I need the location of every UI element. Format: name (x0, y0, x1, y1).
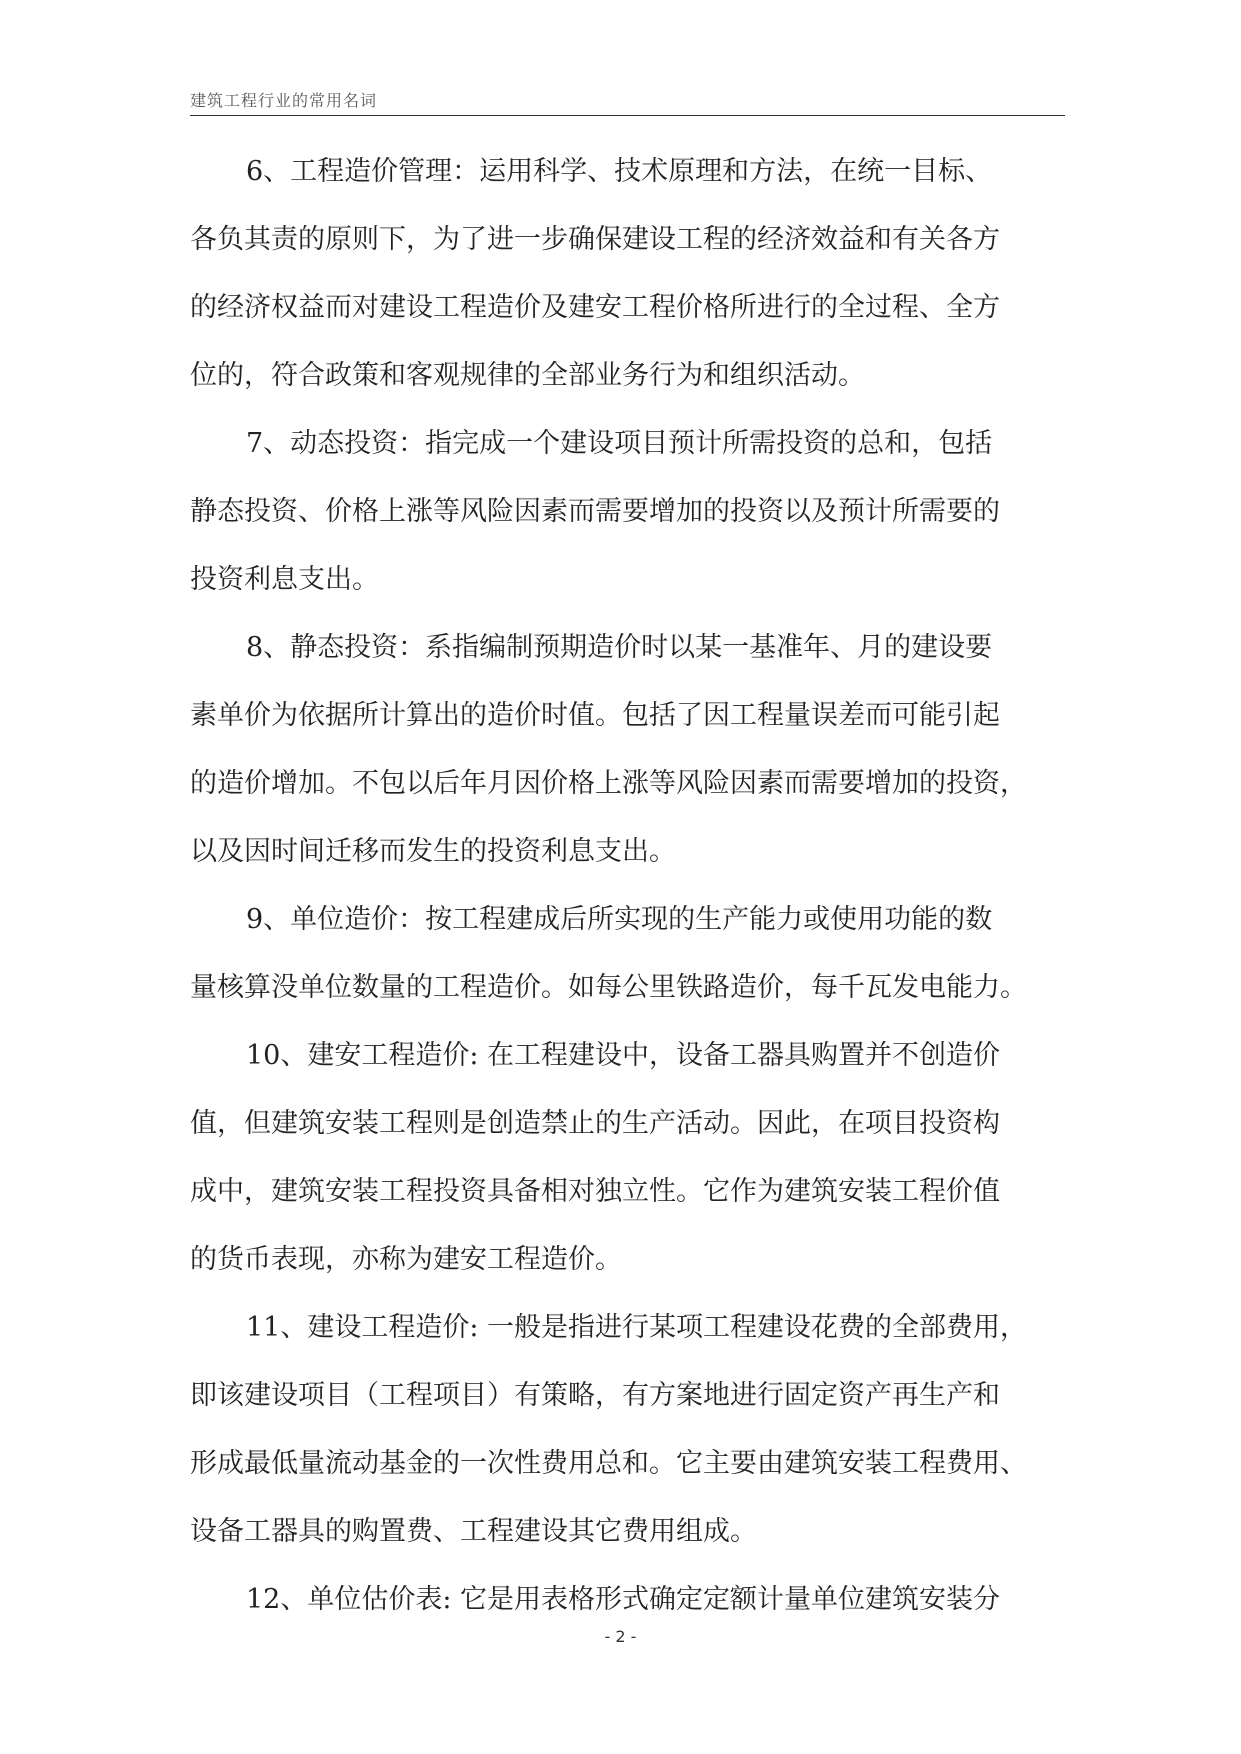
text-line: 投资利息支出。 (190, 564, 379, 595)
paragraph-11-line-1 (190, 1310, 1062, 1378)
paragraph-7-line-2 (190, 494, 1062, 562)
paragraph-8-line-2 (190, 698, 1062, 766)
text-line: 即该建设项目（工程项目）有策略，有方案地进行固定资产再生产和 (190, 1380, 1000, 1411)
paragraph-8-line-4 (190, 834, 1062, 902)
paragraph-6-line-4 (190, 358, 1062, 426)
text-line: 7、动态投资：指完成一个建设项目预计所需投资的总和，包括 (246, 428, 993, 459)
text-line: 10、建安工程造价: 在工程建设中，设备工器具购置并不创造价 (246, 1040, 1001, 1071)
text-line: 12、单位估价表: 它是用表格形式确定定额计量单位建筑安装分 (246, 1584, 1001, 1615)
paragraph-6-line-1 (190, 154, 1062, 222)
text-line: 以及因时间迁移而发生的投资利息支出。 (190, 836, 676, 867)
document-body (190, 154, 1062, 1650)
paragraph-9-line-2 (190, 970, 1062, 1038)
text-line: 形成最低量流动基金的一次性费用总和。它主要由建筑安装工程费用、 (190, 1448, 1027, 1479)
paragraph-9-line-1 (190, 902, 1062, 970)
text-line: 各负其责的原则下，为了进一步确保建设工程的经济效益和有关各方 (190, 224, 1000, 255)
text-line: 11、建设工程造价: 一般是指进行某项工程建设花费的全部费用， (246, 1312, 1028, 1343)
text-line: 设备工器具的购置费、工程建设其它费用组成。 (190, 1516, 757, 1547)
text-line: 9、单位造价：按工程建成后所实现的生产能力或使用功能的数 (246, 904, 993, 935)
header-title: 建筑工程行业的常用名词 (190, 91, 378, 110)
paragraph-7-line-3 (190, 562, 1062, 630)
paragraph-8-line-3 (190, 766, 1062, 834)
text-line: 成中，建筑安装工程投资具备相对独立性。它作为建筑安装工程价值 (190, 1176, 1000, 1207)
page-number: - 2 - (604, 1627, 637, 1646)
paragraph-11-line-3 (190, 1446, 1062, 1514)
paragraph-10-line-3 (190, 1174, 1062, 1242)
text-line: 的造价增加。不包以后年月因价格上涨等风险因素而需要增加的投资， (190, 768, 1027, 799)
text-line: 6、工程造价管理：运用科学、技术原理和方法，在统一目标、 (246, 156, 993, 187)
text-line: 静态投资、价格上涨等风险因素而需要增加的投资以及预计所需要的 (190, 496, 1000, 527)
paragraph-11-line-2 (190, 1378, 1062, 1446)
text-line: 位的，符合政策和客观规律的全部业务行为和组织活动。 (190, 360, 865, 391)
text-line: 的货币表现，亦称为建安工程造价。 (190, 1244, 622, 1275)
paragraph-6-line-3 (190, 290, 1062, 358)
paragraph-10-line-4 (190, 1242, 1062, 1310)
text-line: 素单价为依据所计算出的造价时值。包括了因工程量误差而可能引起 (190, 700, 1000, 731)
page-header (190, 85, 1065, 116)
paragraph-8-line-1 (190, 630, 1062, 698)
text-line: 的经济权益而对建设工程造价及建安工程价格所进行的全过程、全方 (190, 292, 1000, 323)
paragraph-10-line-2 (190, 1106, 1062, 1174)
paragraph-6-line-2 (190, 222, 1062, 290)
paragraph-10-line-1 (190, 1038, 1062, 1106)
paragraph-11-line-4 (190, 1514, 1062, 1582)
text-line: 量核算没单位数量的工程造价。如每公里铁路造价，每千瓦发电能力。 (190, 972, 1027, 1003)
text-line: 8、静态投资：系指编制预期造价时以某一基准年、月的建设要 (246, 632, 993, 663)
paragraph-7-line-1 (190, 426, 1062, 494)
text-line: 值，但建筑安装工程则是创造禁止的生产活动。因此，在项目投资构 (190, 1108, 1000, 1139)
